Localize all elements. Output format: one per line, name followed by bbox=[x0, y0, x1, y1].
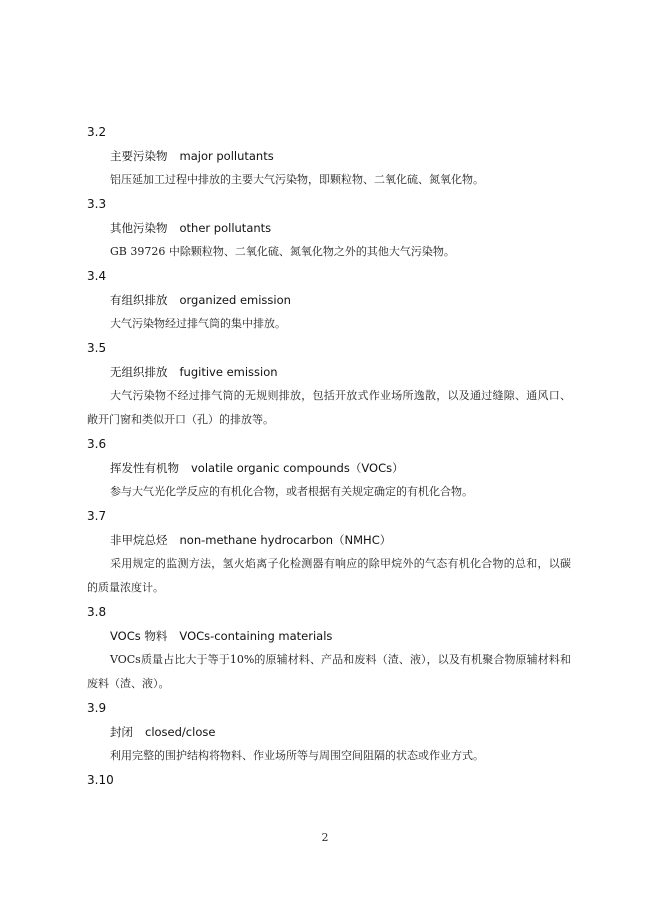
term-zh: 封闭 bbox=[110, 725, 133, 739]
clause-number: 3.2 bbox=[87, 125, 107, 139]
term-definition: 利用完整的围护结构将物料、作业场所等与周围空间阻隔的状态或作业方式。 bbox=[110, 749, 484, 762]
clause-number-3-10: 3.10 bbox=[87, 773, 114, 787]
term-heading bbox=[87, 144, 571, 168]
term-heading bbox=[87, 456, 571, 480]
term-en: non-methane hydrocarbon（NMHC） bbox=[179, 533, 392, 547]
term-entry-3-4 bbox=[87, 264, 571, 336]
term-definition: 铝压延加工过程中排放的主要大气污染物，即颗粒物、二氧化硫、氮氧化物。 bbox=[110, 173, 484, 186]
term-definition: VOCs质量占比大于等于10%的原辅材料、产品和废料（渣、液），以及有机聚合物原辅材料和废料（渣、液）。 bbox=[87, 653, 571, 690]
term-definition: GB 39726 中除颗粒物、二氧化硫、氮氧化物之外的其他大气污染物。 bbox=[110, 245, 455, 258]
clause-number: 3.4 bbox=[87, 269, 107, 283]
term-en: VOCs-containing materials bbox=[179, 629, 333, 643]
term-entry-3-9 bbox=[87, 696, 571, 768]
term-zh: 挥发性有机物 bbox=[110, 461, 179, 475]
term-en: major pollutants bbox=[179, 149, 274, 163]
term-definition: 参与大气光化学反应的有机化合物，或者根据有关规定确定的有机化合物。 bbox=[110, 485, 473, 498]
term-entry-3-8 bbox=[87, 600, 571, 696]
term-heading bbox=[87, 624, 571, 648]
term-en: volatile organic compounds（VOCs） bbox=[191, 461, 404, 475]
term-en: organized emission bbox=[179, 293, 291, 307]
term-definition: 采用规定的监测方法，氢火焰离子化检测器有响应的除甲烷外的气态有机化合物的总和，以碳的质量浓度计。 bbox=[87, 557, 571, 594]
clause-number: 3.6 bbox=[87, 437, 107, 451]
term-zh: 有组织排放 bbox=[110, 293, 168, 307]
term-en: other pollutants bbox=[179, 221, 272, 235]
term-definition: 大气污染物经过排气筒的集中排放。 bbox=[110, 317, 286, 330]
term-entry-3-6 bbox=[87, 432, 571, 504]
term-zh: 非甲烷总烃 bbox=[110, 533, 168, 547]
term-heading bbox=[87, 528, 571, 552]
term-entry-3-7 bbox=[87, 504, 571, 600]
term-zh: 主要污染物 bbox=[110, 149, 168, 163]
term-heading bbox=[87, 360, 571, 384]
term-zh: 无组织排放 bbox=[110, 365, 168, 379]
term-entry-3-5 bbox=[87, 336, 571, 432]
term-zh: 其他污染物 bbox=[110, 221, 168, 235]
term-definition: 大气污染物不经过排气筒的无规则排放，包括开放式作业场所逸散，以及通过缝隙、通风口、敞开门窗和类似开口（孔）的排放等。 bbox=[87, 389, 571, 426]
clause-number: 3.7 bbox=[87, 509, 107, 523]
term-entry-3-2 bbox=[87, 120, 571, 192]
page-number: 2 bbox=[321, 831, 329, 844]
clause-number: 3.3 bbox=[87, 197, 107, 211]
term-entry-3-3 bbox=[87, 192, 571, 264]
terms-section bbox=[87, 120, 571, 792]
term-zh: VOCs 物料 bbox=[110, 629, 168, 643]
term-heading bbox=[87, 720, 571, 744]
term-heading bbox=[87, 288, 571, 312]
term-heading bbox=[87, 216, 571, 240]
clause-number: 3.5 bbox=[87, 341, 107, 355]
term-en: closed/close bbox=[145, 725, 216, 739]
clause-number: 3.9 bbox=[87, 701, 107, 715]
term-en: fugitive emission bbox=[179, 365, 278, 379]
clause-number: 3.8 bbox=[87, 605, 107, 619]
